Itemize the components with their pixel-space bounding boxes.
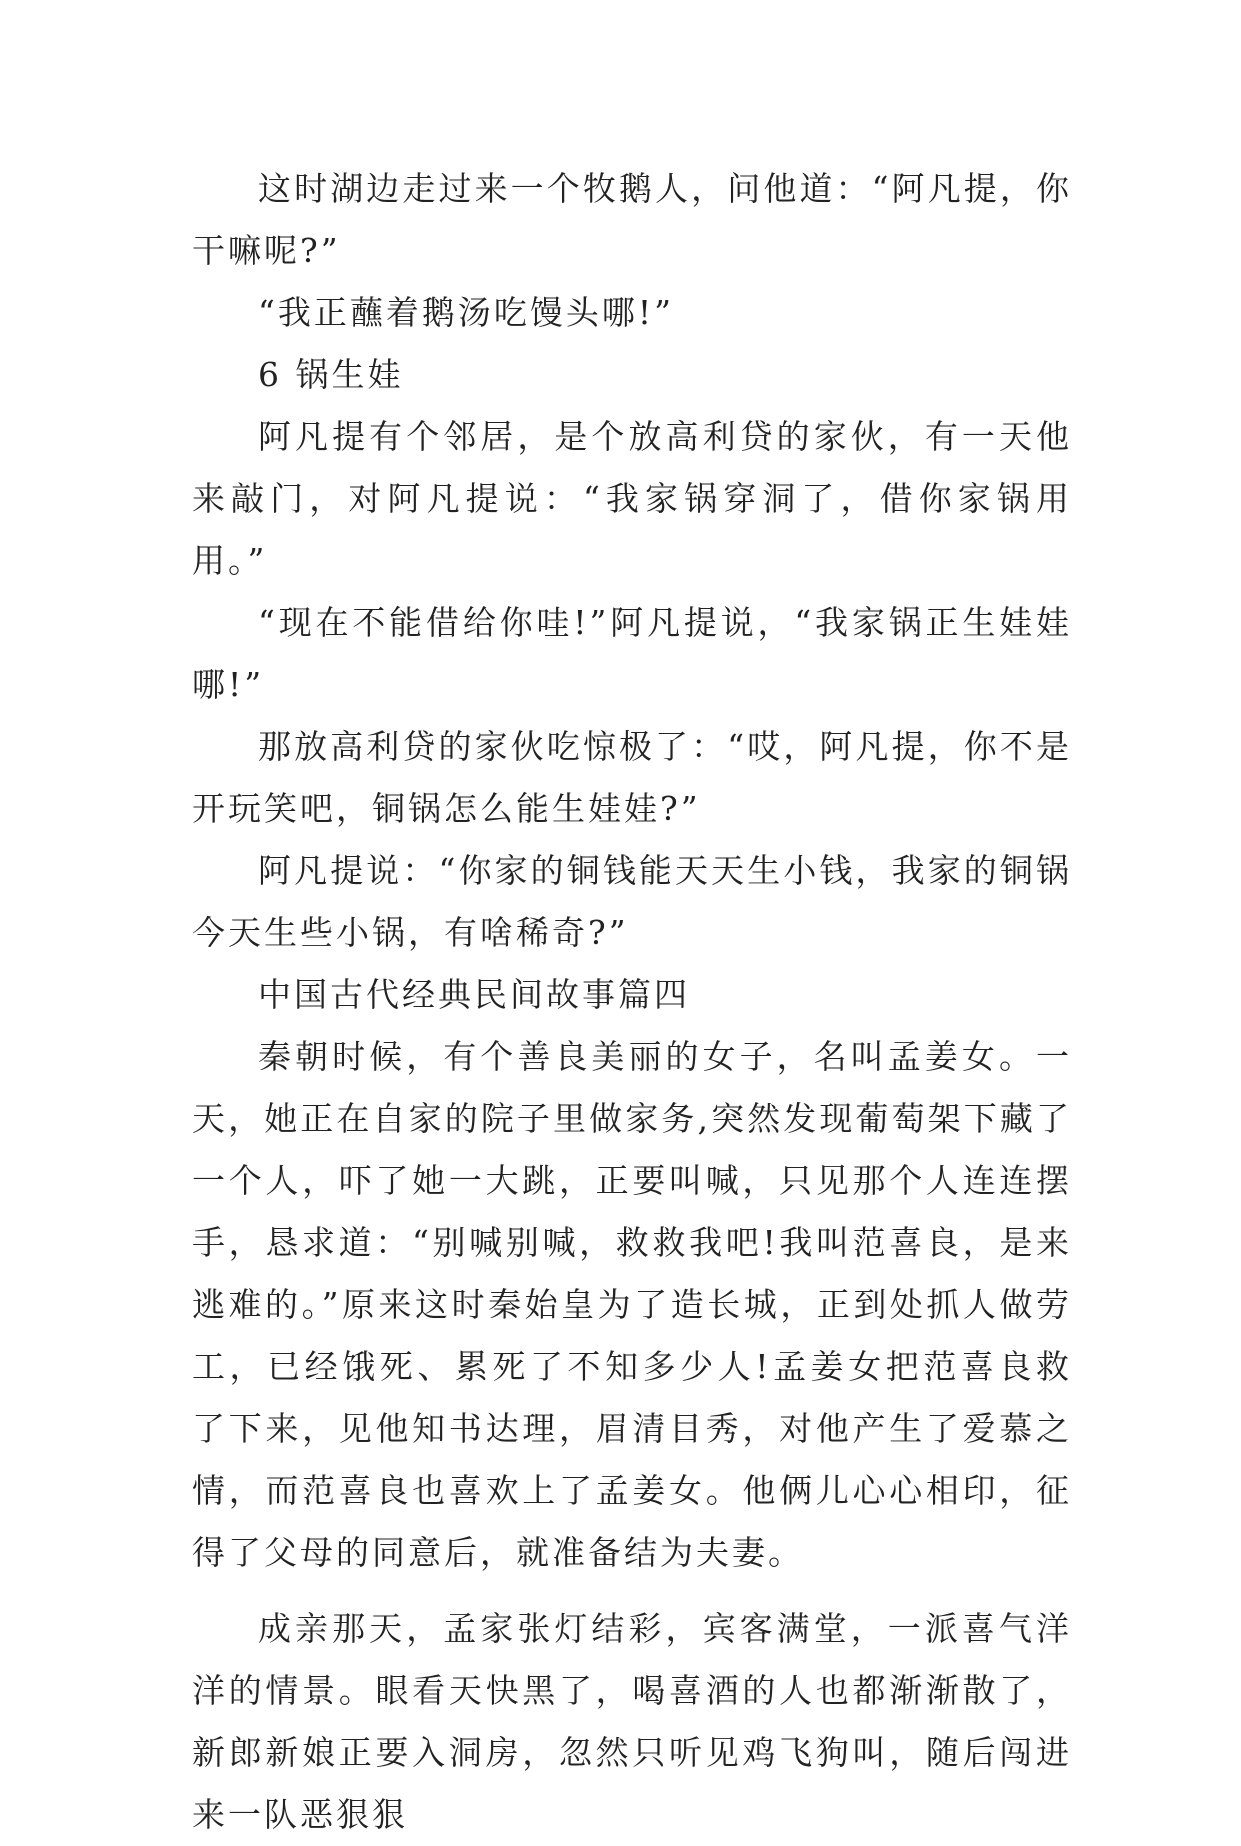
paragraph-pot-having-babies: “现在不能借给你哇!”阿凡提说，“我家锅正生娃娃哪!” — [192, 603, 1072, 704]
section-heading-story-four: 中国古代经典民间故事篇四 — [258, 975, 690, 1014]
paragraph-afanti-retort: 阿凡提说：“你家的铜钱能天天生小钱，我家的铜锅今天生些小锅，有啥稀奇?” — [192, 851, 1072, 952]
document-body — [192, 158, 1072, 1846]
paragraph-meng-jiangnu-intro: 秦朝时候，有个善良美丽的女子，名叫孟姜女。一天，她正在自家的院子里做家务,突然发现葡萄架下藏了一个人，吓了她一大跳，正要叫喊，只见那个人连连摆手，恳求道：“别喊别喊，救救我吧!我叫范喜良，是来逃难的。”原来这时秦始皇为了造长城，正到处抓人做劳工，已经饿死、累死了不知多少人!孟姜女把范喜良救了下来，见他知书达理，眉清目秀，对他产生了爱慕之情，而范喜良也喜欢上了孟姜女。他俩儿心心相印，征得了父母的同意后，就准备结为夫妻。 — [192, 1037, 1072, 1572]
paragraph-moneylender-surprised: 那放高利贷的家伙吃惊极了：“哎，阿凡提，你不是开玩笑吧，铜锅怎么能生娃娃?” — [192, 727, 1072, 828]
paragraph-neighbor-borrows-pot: 阿凡提有个邻居，是个放高利贷的家伙，有一天他来敲门，对阿凡提说：“我家锅穿洞了，借你家锅用用。” — [192, 417, 1072, 580]
paragraph-goose-soup-reply: “我正蘸着鹅汤吃馒头哪!” — [258, 293, 675, 332]
paragraph-wedding-day: 成亲那天，孟家张灯结彩，宾客满堂，一派喜气洋洋的情景。眼看天快黑了，喝喜酒的人也都渐渐散了，新郎新娘正要入洞房，忽然只听见鸡飞狗叫，随后闯进来一队恶狠狠 — [192, 1609, 1072, 1834]
paragraph-goose-herder-question: 这时湖边走过来一个牧鹅人，问他道：“阿凡提，你干嘛呢?” — [192, 169, 1072, 270]
section-heading-pot-gives-birth: 6 锅生娃 — [258, 355, 404, 394]
